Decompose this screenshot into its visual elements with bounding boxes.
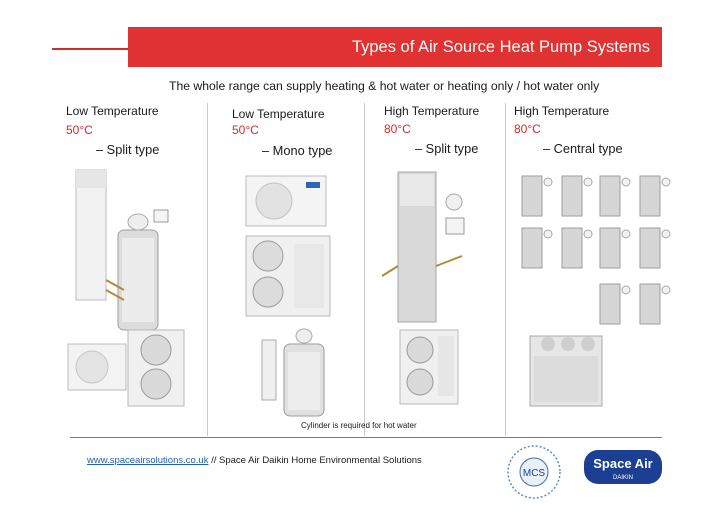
brand-text: Space Air bbox=[593, 456, 653, 471]
column-2-heading: Low Temperature bbox=[232, 107, 325, 121]
header-accent-line bbox=[52, 48, 128, 50]
brand-sub-text: DAIKIN bbox=[612, 475, 634, 481]
column-1-temperature: 50°C bbox=[66, 123, 93, 137]
column-divider bbox=[364, 103, 365, 436]
column-divider bbox=[207, 103, 208, 436]
footer-company-text: // Space Air Daikin Home Environmental Solutions bbox=[208, 455, 422, 466]
mono-outdoor-unit-large-image bbox=[244, 234, 332, 318]
hot-water-cylinder-image bbox=[256, 326, 332, 418]
outdoor-unit-small-image bbox=[66, 330, 130, 406]
footer-divider bbox=[70, 437, 662, 438]
column-2-temperature: 50°C bbox=[232, 123, 259, 137]
mcs-certification-seal-logo bbox=[506, 444, 562, 500]
website-link[interactable]: www.spaceairsolutions.co.uk bbox=[87, 455, 209, 466]
column-3-heading: High Temperature bbox=[384, 104, 480, 118]
column-1-heading: Low Temperature bbox=[66, 104, 159, 118]
mono-outdoor-unit-small-image bbox=[244, 170, 332, 230]
seal-text: MCS bbox=[522, 468, 546, 479]
footer-text bbox=[87, 455, 422, 466]
outdoor-unit-twin-fan-image bbox=[126, 328, 186, 408]
page-subtitle: The whole range can supply heating & hot water or heating only / hot water only bbox=[169, 79, 600, 93]
high-temp-indoor-unit-image bbox=[372, 166, 472, 328]
central-type-indoor-units-image bbox=[514, 166, 678, 336]
space-air-daikin-logo bbox=[583, 448, 663, 486]
column-divider bbox=[505, 103, 506, 436]
central-outdoor-unit-image bbox=[528, 326, 604, 408]
column-1-type: – Split type bbox=[96, 142, 160, 157]
column-3-temperature: 80°C bbox=[384, 122, 411, 136]
page-title: Types of Air Source Heat Pump Systems bbox=[351, 38, 650, 56]
cylinder-note: Cylinder is required for hot water bbox=[301, 421, 417, 430]
high-temp-outdoor-unit-image bbox=[398, 328, 460, 406]
column-2-type: – Mono type bbox=[262, 143, 333, 158]
title-banner bbox=[128, 27, 662, 67]
column-3-type: – Split type bbox=[415, 141, 479, 156]
column-4-type: – Central type bbox=[543, 141, 623, 156]
column-4-temperature: 80°C bbox=[514, 122, 541, 136]
split-type-wall-unit-and-cylinder-image bbox=[66, 160, 178, 336]
column-4-heading: High Temperature bbox=[514, 104, 610, 118]
